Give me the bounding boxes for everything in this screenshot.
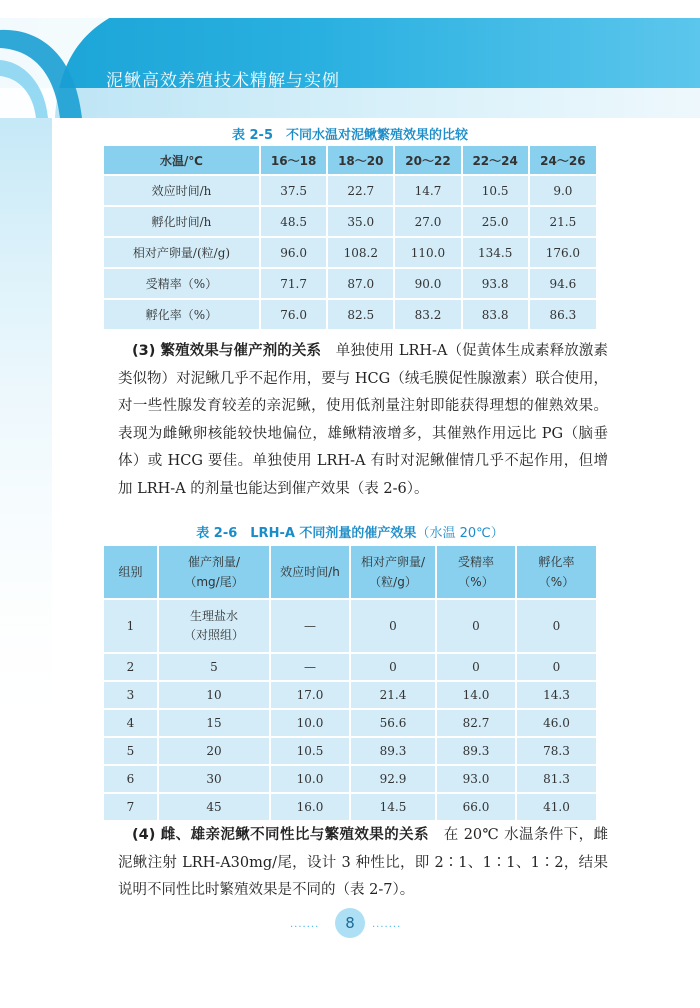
header-band [0,0,700,118]
section-3-heading: (3) 繁殖效果与催产剂的关系 [132,343,322,359]
table2-cell: 81.3 [516,765,596,793]
table2-cell: 15 [158,709,270,737]
page-dots-left: ······· [290,922,320,933]
table1-cell: 10.5 [462,175,529,206]
table2-group-cell: 3 [104,681,158,709]
table1-cell: 22.7 [327,175,394,206]
table2-cell: 10.0 [270,765,350,793]
table1-row-label: 效应时间/h [104,175,260,206]
table1-cell: 76.0 [260,299,327,329]
table1-cell: 90.0 [394,268,461,299]
page-number-area [0,908,700,940]
table2-cell: 78.3 [516,737,596,765]
table2-dose-line: 生理盐水 [189,609,238,623]
table2-cell: 21.4 [350,681,436,709]
table1-cell: 94.6 [529,268,596,299]
table2-cell: 16.0 [270,793,350,820]
table2-header-cell [436,546,516,599]
table1-cell: 93.8 [462,268,529,299]
table2-cell: 14.3 [516,681,596,709]
table2-dose-cell [158,599,270,653]
table2-cell: 82.7 [436,709,516,737]
table2-cell: 14.5 [350,793,436,820]
table1-cell: 48.5 [260,206,327,237]
table1-row-label: 相对产卵量/(粒/g) [104,237,260,268]
table2-group-cell: 4 [104,709,158,737]
table2-header-cell [516,546,596,599]
table2-cell: 89.3 [350,737,436,765]
table1-header-cell: 18～20 [327,146,394,175]
table1-header-cell: 22～24 [462,146,529,175]
page-dots-right: ······· [372,922,402,933]
table2-cell: 46.0 [516,709,596,737]
table1-cell: 176.0 [529,237,596,268]
table-lrh-dosage [104,546,596,820]
table2-header-line: （mg/尾） [184,575,244,589]
table2-cell: 41.0 [516,793,596,820]
table-row [104,737,596,765]
table2-header-line: （粒/g） [369,575,417,589]
table1-cell: 35.0 [327,206,394,237]
section-4-heading: (4) 雌、雄亲泥鳅不同性比与繁殖效果的关系 [132,827,429,843]
table2-cell: 56.6 [350,709,436,737]
table2-header-cell [350,546,436,599]
table2-cell: 0 [350,653,436,681]
table2-cell: — [270,599,350,653]
table1-header-cell: 水温/℃ [104,146,260,175]
table1-cell: 86.3 [529,299,596,329]
table2-header-line: 相对产卵量/ [360,555,426,569]
table1-cell: 134.5 [462,237,529,268]
table1-row-label: 受精率（%） [104,268,260,299]
table2-cell: 10.0 [270,709,350,737]
table2-cell: 10 [158,681,270,709]
table1-cell: 82.5 [327,299,394,329]
table2-cell: 93.0 [436,765,516,793]
table2-group-cell: 1 [104,599,158,653]
table-row [104,206,596,237]
table2-header-cell [104,546,158,599]
table1-cell: 83.8 [462,299,529,329]
table2-header-line: 孵化率 [538,555,575,569]
table2-cell: 10.5 [270,737,350,765]
table2-cell: 89.3 [436,737,516,765]
table2-header-line: 效应时间/h [280,565,340,579]
table2-cell: 0 [436,653,516,681]
table2-header-line: 组别 [118,565,143,579]
table1-cell: 25.0 [462,206,529,237]
table1-cell: 21.5 [529,206,596,237]
table2-cell: 66.0 [436,793,516,820]
table2-caption-note: （水温 20℃） [416,526,504,541]
table1-header-cell: 16～18 [260,146,327,175]
table-row [104,299,596,329]
table2-cell: 92.9 [350,765,436,793]
table2-cell: 0 [516,653,596,681]
table2-cell: 0 [350,599,436,653]
header-swoosh-graphic [0,0,700,118]
table2-header-cell [270,546,350,599]
table1-cell: 96.0 [260,237,327,268]
table2-header-line: （%） [458,575,494,589]
book-title: 泥鳅高效养殖技术精解与实例 [106,71,340,91]
side-decoration [0,118,60,758]
table2-cell: 45 [158,793,270,820]
table2-group-cell: 6 [104,765,158,793]
table1-cell: 27.0 [394,206,461,237]
paragraph-section-3 [118,338,608,503]
table1-cell: 14.7 [394,175,461,206]
table2-header-line: （%） [538,575,575,589]
table1-cell: 83.2 [394,299,461,329]
table2-caption [0,522,700,541]
table2-header-cell [158,546,270,599]
table2-cell: 0 [436,599,516,653]
table1-cell: 9.0 [529,175,596,206]
table1-cell: 110.0 [394,237,461,268]
table2-group-cell: 5 [104,737,158,765]
table1-caption: 表 2-5 不同水温对泥鳅繁殖效果的比较 [231,128,468,143]
table2-cell: 5 [158,653,270,681]
table1-cell: 37.5 [260,175,327,206]
table2-dose-line: （对照组） [183,628,244,642]
table-row [104,175,596,206]
table-row [104,268,596,299]
table2-cell: 30 [158,765,270,793]
table-row [104,599,596,653]
table2-cell: 17.0 [270,681,350,709]
table-row [104,709,596,737]
table2-cell: 14.0 [436,681,516,709]
section-4-text: 在 20℃ 水温条件下，雌泥鳅注射 LRH-A30mg/尾，设计 3 种性比，即 2∶1、1∶1、1∶2，结果说明不同性比时繁殖效果是不同的（表 2-7）。 [118,827,609,898]
table2-group-cell: 2 [104,653,158,681]
table2-header-line: 受精率 [457,555,494,569]
table-water-temperature [104,146,596,329]
table2-group-cell: 7 [104,793,158,820]
table2-cell: 20 [158,737,270,765]
table2-caption-main: 表 2-6 LRH-A 不同剂量的催产效果 [196,526,417,541]
table-row [104,681,596,709]
table1-header-cell: 20～22 [394,146,461,175]
table-row [104,237,596,268]
table-row [104,653,596,681]
table1-cell: 87.0 [327,268,394,299]
table1-cell: 71.7 [260,268,327,299]
table1-row-label: 孵化率（%） [104,299,260,329]
table2-cell: 0 [516,599,596,653]
table1-cell: 108.2 [327,237,394,268]
table2-header-line: 催产剂量/ [187,555,241,569]
paragraph-section-4 [118,822,608,905]
table1-header-cell: 24～26 [529,146,596,175]
table2-cell: — [270,653,350,681]
table-row [104,793,596,820]
section-3-text: 单独使用 LRH-A（促黄体生成素释放激素类似物）对泥鳅几乎不起作用，要与 HCG（绒毛膜促性腺激素）联合使用，对一些性腺发育较差的亲泥鳅，使用低剂量注射即能获得理想的催熟效果。表现为雌鳅卵核能较快地偏位，雄鳅精液增多，其催熟作用远比 PG（脑垂体）或 HCG 要佳。单独使用 LRH-A 有时对泥鳅催情几乎不起作用，但增加 LRH-A 的剂量也能达到催产效果（表 2-6）。 [118,343,609,497]
table-row [104,765,596,793]
table1-row-label: 孵化时间/h [104,206,260,237]
page-number: 8 [335,908,365,938]
